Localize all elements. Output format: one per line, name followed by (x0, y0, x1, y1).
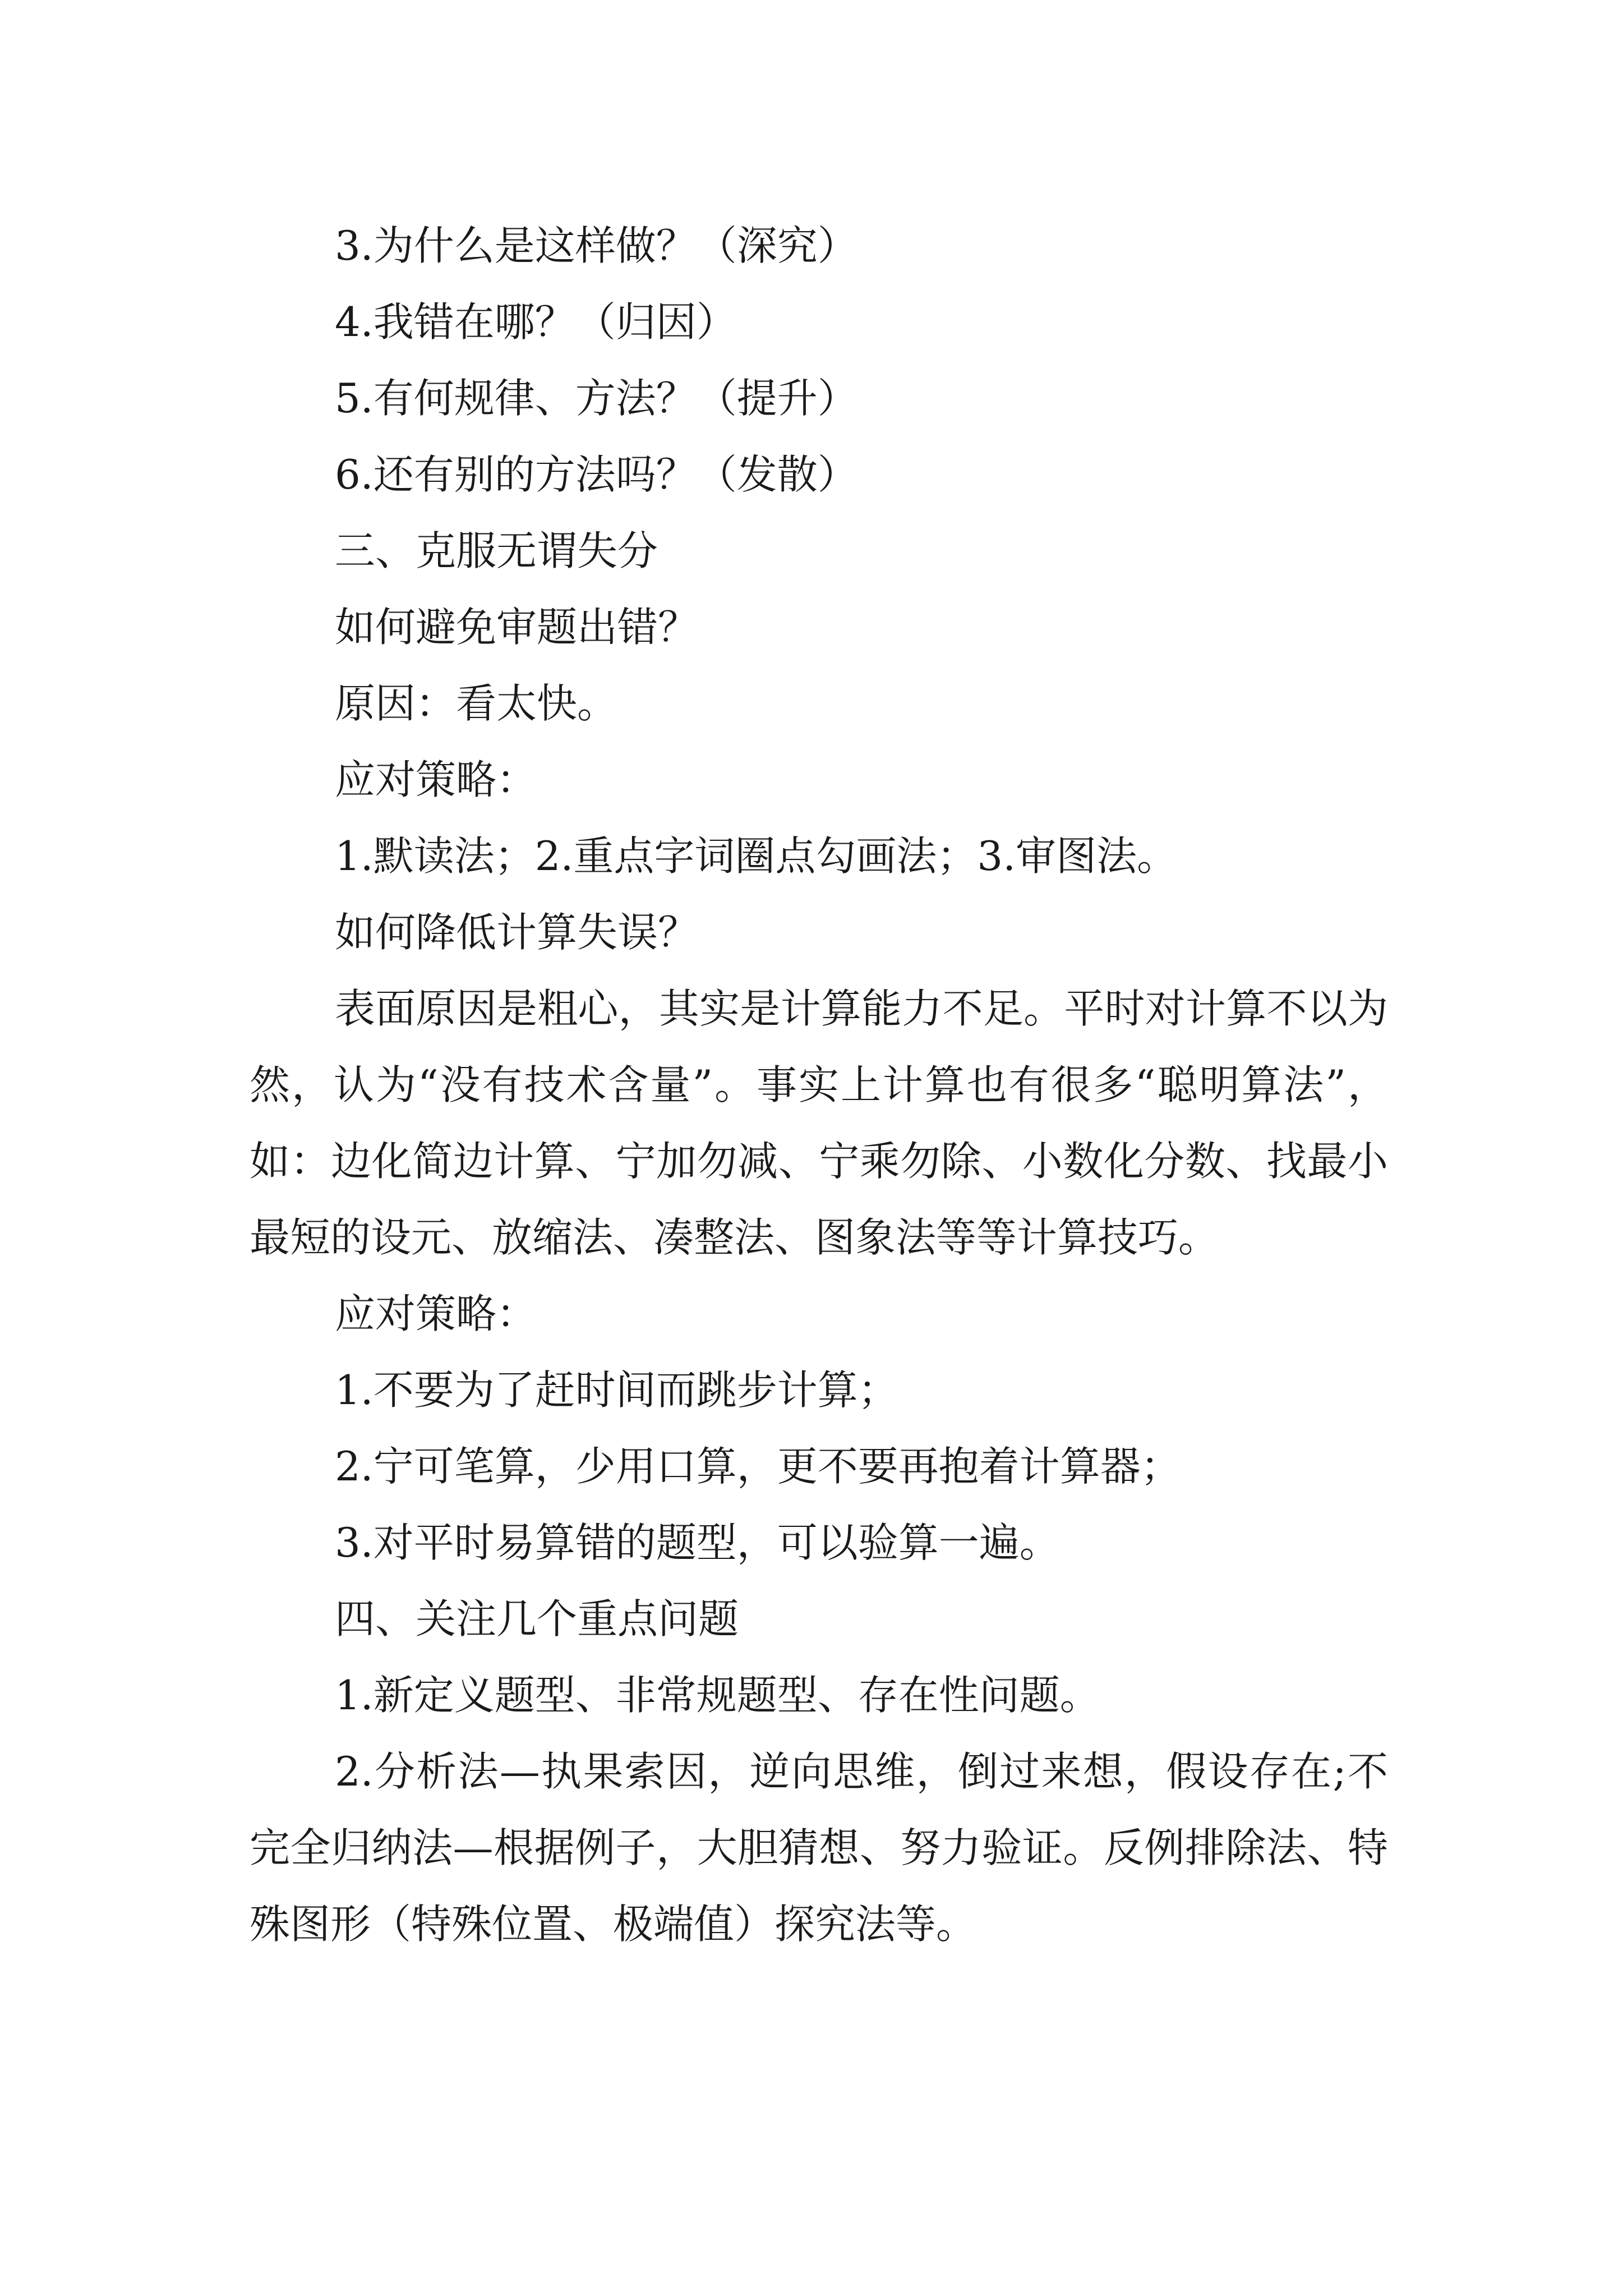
paragraph-calculation-explanation: 表面原因是粗心，其实是计算能力不足。平时对计算不以为然，认为“没有技术含量”。事实上计算也有很多“聪明算法”，如：边化简边计算、宁加勿减、宁乘勿除、小数化分数、找最小最短的设元、放缩法、凑整法、图象法等等计算技巧。 (250, 985, 1388, 1261)
list-item-focus-2: 2.分析法—执果索因，逆向思维，倒过来想，假设存在;不完全归纳法—根据例子，大胆猜想、努力验证。反例排除法、特殊图形（特殊位置、极端值）探究法等。 (250, 1748, 1388, 1948)
section-heading-3: 三、克服无谓失分 (335, 527, 658, 574)
document-body (250, 208, 1388, 1962)
section-heading-4: 四、关注几个重点问题 (335, 1595, 739, 1642)
paragraph-strategy-methods: 1.默读法；2.重点字词圈点勾画法；3.审图法。 (335, 832, 1178, 880)
list-item-strategy-1: 1.不要为了赶时间而跳步计算； (335, 1366, 898, 1414)
subheading-reading-errors: 如何避免审题出错？ (335, 604, 699, 651)
paragraph-strategy-label: 应对策略： (335, 756, 537, 803)
paragraph-strategy-label-2: 应对策略： (335, 1290, 537, 1337)
list-item-strategy-2: 2.宁可笔算，少用口算，更不要再抱着计算器； (335, 1443, 1181, 1490)
list-item-focus-1: 1.新定义题型、非常规题型、存在性问题。 (335, 1672, 1100, 1719)
list-item-4: 4.我错在哪？（归因） (335, 298, 737, 346)
paragraph-reason: 原因：看太快。 (335, 680, 618, 727)
list-item-3: 3.为什么是这样做？（深究） (335, 222, 858, 269)
list-item-strategy-3: 3.对平时易算错的题型，可以验算一遍。 (335, 1519, 1060, 1566)
list-item-5: 5.有何规律、方法？（提升） (335, 375, 858, 422)
list-item-6: 6.还有别的方法吗？（发散） (335, 451, 858, 498)
subheading-calculation-errors: 如何降低计算失误？ (335, 909, 699, 956)
